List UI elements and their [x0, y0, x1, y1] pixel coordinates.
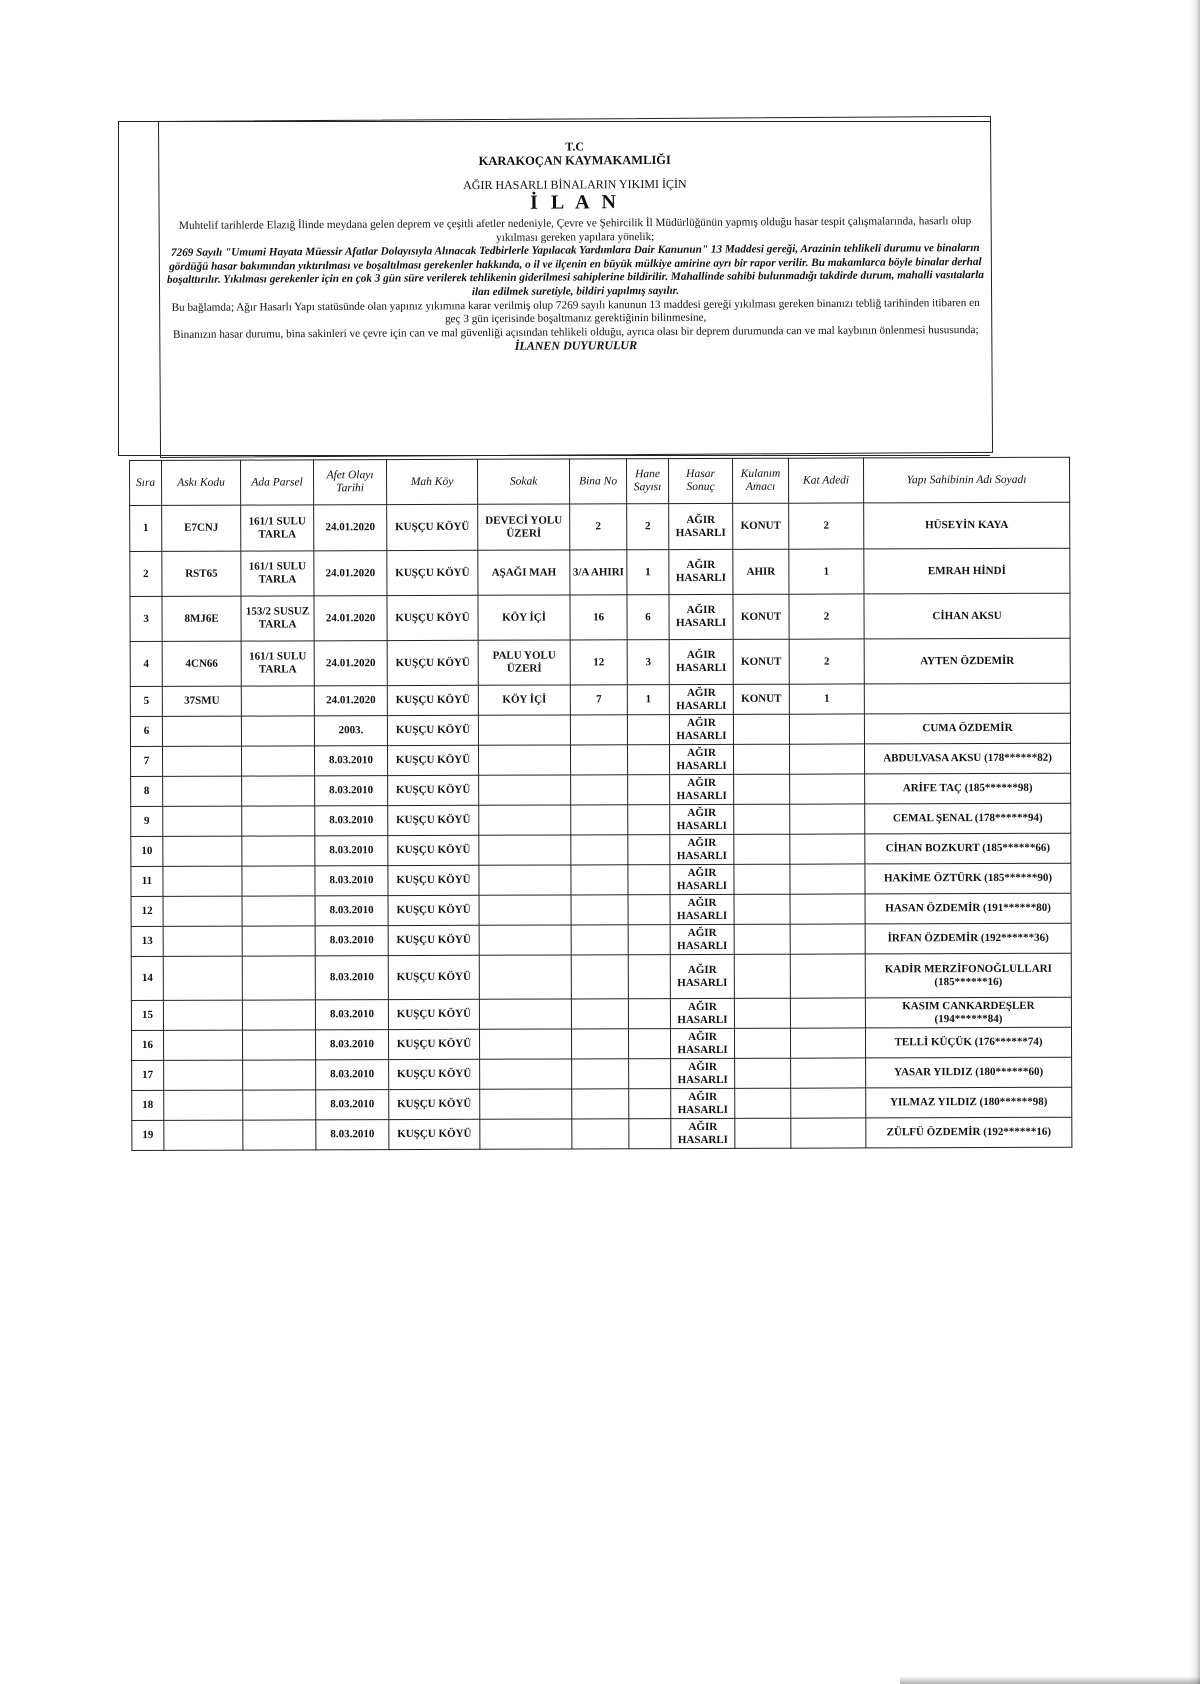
cell-kat-adedi: [790, 998, 865, 1028]
cell-hane-sayisi: [629, 1119, 671, 1149]
cell-kullanim-amaci: [733, 714, 789, 744]
table-row: [130, 638, 1070, 686]
cell-kat-adedi: [791, 1058, 866, 1088]
cell-afet-tarihi: 8.03.2010: [315, 836, 388, 866]
cell-sira: 18: [132, 1090, 164, 1120]
cell-hasar-sonuc: AĞIR HASARLI: [670, 804, 734, 834]
cell-afet-tarihi: 8.03.2010: [315, 1030, 388, 1060]
cell-hane-sayisi: [628, 895, 670, 925]
cell-kullanim-amaci: [734, 834, 790, 864]
cell-kat-adedi: [790, 834, 865, 864]
cell-ada-parsel: [242, 776, 315, 806]
cell-bina-no: [570, 745, 627, 775]
table-row: [131, 743, 1071, 776]
cell-aski-kodu: [163, 926, 242, 956]
col-header-kullanim-amaci: Kulanım Amacı: [732, 458, 788, 503]
col-header-ada-parsel: Ada Parsel: [241, 460, 314, 505]
cell-ada-parsel: 161/1 SULU TARLA: [241, 505, 314, 551]
cell-hane-sayisi: [628, 999, 670, 1029]
cell-mah-koy: KUŞÇU KÖYÜ: [388, 955, 479, 999]
buildings-table: [129, 457, 1072, 1151]
cell-sokak: [480, 1119, 572, 1149]
cell-hane-sayisi: [628, 925, 670, 955]
cell-hane-sayisi: 1: [627, 550, 669, 595]
col-header-kat-adedi: Kat Adedi: [788, 458, 863, 503]
cell-yapi-sahibi: ZÜLFÜ ÖZDEMİR (192******16): [866, 1117, 1072, 1148]
cell-hane-sayisi: [628, 955, 670, 999]
header-subtitle: AĞIR HASARLI BİNALARIN YIKIMI İÇİN: [463, 176, 687, 193]
cell-mah-koy: KUŞÇU KÖYÜ: [387, 595, 478, 640]
col-header-sira: Sıra: [130, 460, 162, 505]
cell-kat-adedi: [790, 894, 865, 924]
cell-afet-tarihi: 8.03.2010: [315, 1000, 388, 1030]
cell-sokak: [480, 1089, 572, 1119]
table-row: [130, 502, 1070, 551]
cell-bina-no: 16: [570, 595, 627, 640]
cell-sokak: [479, 999, 571, 1029]
cell-mah-koy: KUŞÇU KÖYÜ: [388, 1029, 479, 1059]
cell-bina-no: [571, 895, 628, 925]
cell-ada-parsel: [241, 686, 314, 716]
cell-bina-no: [572, 1119, 629, 1149]
cell-yapi-sahibi: EMRAH HİNDİ: [864, 548, 1070, 594]
notice-paragraph-2: 7269 Sayılı "Umumi Hayata Müessir Afatlar Dolayısıyla Alınacak Tedbirlerle Yapılacak Yardımlara Dair Kanunun" 13 Maddesi gereği, Arazinin tehlikeli durumu ve binaların gördüğü hasar bakımından yıktırılması ve boşaltılması gerekenler hakkında, o il ve ilçenin en büyük mülkiye amirine ayrı bir rapor verilir. Bu makamlarca böyle binalar derhal boşalttırılır. Yıkılması gerekenler için en çok 3 gün süre verilerek tehlikenin giderilmesi sahiplerine bildirilir. Mahallinde sahibi bulunmadığı takdirde durum, mahalli vasıtalarla ilan edilmek suretiyle, bildiri yapılmış sayılır.: [166, 242, 984, 299]
cell-hasar-sonuc: AĞIR HASARLI: [669, 684, 733, 714]
cell-mah-koy: KUŞÇU KÖYÜ: [388, 895, 479, 925]
cell-bina-no: 3/A AHIRI: [570, 550, 627, 595]
table-header-row: [130, 457, 1070, 505]
cell-hane-sayisi: 3: [627, 640, 669, 685]
cell-mah-koy: KUŞÇU KÖYÜ: [387, 550, 478, 595]
cell-yapi-sahibi: CEMAL ŞENAL (178******94): [865, 803, 1071, 834]
cell-ada-parsel: 161/1 SULU TARLA: [241, 641, 314, 686]
notice-box: [158, 116, 993, 458]
table-row: [131, 997, 1071, 1030]
cell-mah-koy: KUŞÇU KÖYÜ: [387, 685, 478, 715]
cell-sira: 16: [131, 1030, 163, 1060]
cell-sokak: [478, 715, 570, 745]
cell-afet-tarihi: 8.03.2010: [315, 956, 388, 1000]
cell-ada-parsel: [242, 1000, 315, 1030]
cell-sira: 4: [130, 641, 162, 686]
cell-sokak: [479, 835, 571, 865]
cell-sira: 5: [130, 686, 162, 716]
cell-sokak: [479, 895, 571, 925]
cell-afet-tarihi: 24.01.2020: [314, 641, 387, 686]
cell-afet-tarihi: 24.01.2020: [314, 505, 387, 551]
cell-afet-tarihi: 8.03.2010: [316, 1120, 389, 1150]
table-row: [132, 1117, 1072, 1150]
cell-aski-kodu: [164, 1120, 243, 1150]
cell-bina-no: [571, 999, 628, 1029]
cell-mah-koy: KUŞÇU KÖYÜ: [388, 775, 479, 805]
cell-ada-parsel: [243, 1060, 316, 1090]
table-row: [130, 593, 1070, 641]
cell-kullanim-amaci: [734, 924, 790, 954]
col-header-afet-tarihi: Afet Olayı Tarihi: [314, 460, 387, 505]
cell-kullanim-amaci: [735, 1058, 791, 1088]
cell-afet-tarihi: 8.03.2010: [314, 746, 387, 776]
cell-aski-kodu: 4CN66: [162, 641, 241, 686]
notice-paragraph-4: Binanızın hasar durumu, bina sakinleri ve çevre için can ve mal güvenliği açısından tehlikeli olduğu, ayrıca olası bir deprem durumunda can ve mal kaybının önlenmesi hususunda;: [172, 323, 979, 341]
table-row: [130, 713, 1070, 746]
cell-kat-adedi: 1: [789, 549, 864, 594]
cell-aski-kodu: [164, 1060, 243, 1090]
cell-bina-no: 12: [570, 640, 627, 685]
scan-edge-shadow: [1190, 0, 1200, 1684]
cell-sira: 17: [132, 1060, 164, 1090]
scan-bottom-shadow: [900, 1676, 1200, 1684]
cell-mah-koy: KUŞÇU KÖYÜ: [389, 1089, 480, 1119]
cell-yapi-sahibi: YILMAZ YILDIZ (180******98): [866, 1087, 1072, 1118]
blank-page-area: [0, 1230, 1200, 1684]
table-row: [132, 1087, 1072, 1120]
cell-kullanim-amaci: [735, 1088, 791, 1118]
cell-kullanim-amaci: [734, 864, 790, 894]
cell-kat-adedi: [791, 1118, 866, 1148]
cell-sokak: [479, 1029, 571, 1059]
cell-bina-no: [571, 955, 628, 999]
cell-kat-adedi: [790, 924, 865, 954]
cell-hasar-sonuc: AĞIR HASARLI: [671, 1058, 735, 1088]
cell-kat-adedi: 2: [789, 503, 864, 549]
cell-hasar-sonuc: AĞIR HASARLI: [671, 1118, 735, 1148]
cell-afet-tarihi: 24.01.2020: [314, 686, 387, 716]
cell-hane-sayisi: [628, 865, 670, 895]
cell-bina-no: [570, 715, 627, 745]
cell-hasar-sonuc: AĞIR HASARLI: [670, 1028, 734, 1058]
col-header-hasar-sonuc: Hasar Sonuç: [668, 458, 732, 503]
table-row: [131, 1027, 1071, 1060]
cell-bina-no: 7: [570, 685, 627, 715]
cell-yapi-sahibi: HÜSEYİN KAYA: [864, 502, 1070, 549]
table-row: [131, 863, 1071, 896]
cell-mah-koy: KUŞÇU KÖYÜ: [387, 745, 478, 775]
cell-kullanim-amaci: [734, 804, 790, 834]
cell-aski-kodu: [163, 806, 242, 836]
cell-sira: 6: [130, 716, 162, 746]
cell-mah-koy: KUŞÇU KÖYÜ: [387, 504, 478, 550]
cell-kat-adedi: [791, 1088, 866, 1118]
cell-hasar-sonuc: AĞIR HASARLI: [669, 714, 733, 744]
cell-hasar-sonuc: AĞIR HASARLI: [669, 639, 733, 684]
cell-yapi-sahibi: ABDULVASA AKSU (178******82): [864, 743, 1070, 774]
cell-sokak: [479, 925, 571, 955]
cell-bina-no: [571, 925, 628, 955]
cell-kat-adedi: [790, 864, 865, 894]
cell-yapi-sahibi: CİHAN AKSU: [864, 593, 1070, 639]
table-row: [131, 833, 1071, 866]
cell-kat-adedi: [790, 804, 865, 834]
cell-afet-tarihi: 8.03.2010: [315, 896, 388, 926]
cell-yapi-sahibi: [864, 683, 1070, 714]
cell-kullanim-amaci: [734, 998, 790, 1028]
cell-afet-tarihi: 24.01.2020: [314, 551, 387, 596]
cell-kullanim-amaci: [734, 894, 790, 924]
cell-sokak: [478, 745, 570, 775]
cell-sokak: AŞAĞI MAH: [478, 550, 570, 595]
cell-bina-no: [571, 775, 628, 805]
cell-mah-koy: KUŞÇU KÖYÜ: [388, 999, 479, 1029]
cell-mah-koy: KUŞÇU KÖYÜ: [388, 835, 479, 865]
cell-hasar-sonuc: AĞIR HASARLI: [671, 1088, 735, 1118]
cell-hasar-sonuc: AĞIR HASARLI: [670, 894, 734, 924]
cell-afet-tarihi: 24.01.2020: [314, 596, 387, 641]
cell-aski-kodu: [163, 956, 242, 1000]
cell-hane-sayisi: [628, 805, 670, 835]
cell-yapi-sahibi: ARİFE TAÇ (185******98): [865, 773, 1071, 804]
cell-hane-sayisi: [629, 1089, 671, 1119]
cell-hane-sayisi: [628, 775, 670, 805]
cell-kullanim-amaci: KONUT: [733, 503, 789, 549]
cell-kullanim-amaci: [734, 954, 790, 998]
page-title: İ L A N: [530, 191, 620, 214]
cell-kat-adedi: 2: [789, 639, 864, 684]
table-row: [130, 548, 1070, 596]
cell-hane-sayisi: [628, 1029, 670, 1059]
cell-hane-sayisi: [629, 1059, 671, 1089]
cell-hane-sayisi: 6: [627, 595, 669, 640]
cell-yapi-sahibi: YASAR YILDIZ (180******60): [866, 1057, 1072, 1088]
cell-hasar-sonuc: AĞIR HASARLI: [670, 924, 734, 954]
cell-ada-parsel: [242, 956, 315, 1000]
cell-yapi-sahibi: TELLİ KÜÇÜK (176******74): [865, 1027, 1071, 1058]
cell-mah-koy: KUŞÇU KÖYÜ: [388, 865, 479, 895]
cell-hasar-sonuc: AĞIR HASARLI: [670, 864, 734, 894]
cell-hane-sayisi: [627, 715, 669, 745]
cell-bina-no: [571, 835, 628, 865]
notice-body: [164, 215, 988, 356]
cell-mah-koy: KUŞÇU KÖYÜ: [389, 1059, 480, 1089]
cell-kat-adedi: [789, 744, 864, 774]
cell-kat-adedi: 2: [789, 594, 864, 639]
cell-kullanim-amaci: KONUT: [733, 594, 789, 639]
cell-aski-kodu: 8MJ6E: [162, 596, 241, 641]
cell-ada-parsel: [241, 716, 314, 746]
cell-ada-parsel: [243, 1120, 316, 1150]
cell-kat-adedi: [790, 954, 865, 998]
cell-afet-tarihi: 8.03.2010: [315, 776, 388, 806]
col-header-sokak: Sokak: [477, 459, 569, 504]
cell-yapi-sahibi: HAKİME ÖZTÜRK (185******90): [865, 863, 1071, 894]
cell-ada-parsel: [242, 926, 315, 956]
cell-aski-kodu: 37SMU: [162, 686, 241, 716]
cell-afet-tarihi: 8.03.2010: [316, 1060, 389, 1090]
cell-hasar-sonuc: AĞIR HASARLI: [670, 998, 734, 1028]
cell-kat-adedi: [790, 774, 865, 804]
col-header-yapi-sahibi: Yapı Sahibinin Adı Soyadı: [863, 457, 1069, 503]
cell-mah-koy: KUŞÇU KÖYÜ: [388, 925, 479, 955]
cell-sira: 14: [131, 956, 163, 1000]
cell-sokak: KÖY İÇİ: [478, 595, 570, 640]
cell-kat-adedi: 1: [789, 684, 864, 714]
cell-bina-no: [571, 865, 628, 895]
cell-sokak: [479, 775, 571, 805]
cell-aski-kodu: [163, 836, 242, 866]
cell-ada-parsel: 153/2 SUSUZ TARLA: [241, 596, 314, 641]
cell-hasar-sonuc: AĞIR HASARLI: [670, 774, 734, 804]
cell-ada-parsel: [241, 746, 314, 776]
cell-sira: 3: [130, 596, 162, 641]
col-header-aski-kodu: Askı Kodu: [162, 460, 241, 505]
cell-kullanim-amaci: AHIR: [733, 549, 789, 594]
header-tc: T.C: [565, 139, 585, 154]
cell-sokak: PALU YOLU ÜZERİ: [478, 640, 570, 685]
cell-bina-no: [572, 1059, 629, 1089]
table-row: [131, 893, 1071, 926]
cell-sira: 15: [131, 1000, 163, 1030]
cell-hane-sayisi: [627, 745, 669, 775]
cell-yapi-sahibi: AYTEN ÖZDEMİR: [864, 638, 1070, 684]
cell-kullanim-amaci: [734, 774, 790, 804]
cell-yapi-sahibi: CUMA ÖZDEMİR: [864, 713, 1070, 744]
cell-sokak: [479, 955, 571, 999]
cell-ada-parsel: [242, 806, 315, 836]
cell-sokak: KÖY İÇİ: [478, 685, 570, 715]
cell-ada-parsel: [242, 866, 315, 896]
cell-hane-sayisi: 1: [627, 685, 669, 715]
cell-sira: 2: [130, 551, 162, 596]
cell-sira: 13: [131, 926, 163, 956]
cell-afet-tarihi: 8.03.2010: [315, 926, 388, 956]
cell-sira: 1: [130, 505, 162, 551]
cell-mah-koy: KUŞÇU KÖYÜ: [388, 805, 479, 835]
cell-aski-kodu: [163, 1000, 242, 1030]
cell-sira: 12: [131, 896, 163, 926]
table-row: [131, 953, 1071, 1000]
cell-sira: 11: [131, 866, 163, 896]
cell-sira: 9: [131, 806, 163, 836]
cell-bina-no: 2: [570, 504, 627, 550]
cell-bina-no: [572, 1089, 629, 1119]
cell-bina-no: [571, 805, 628, 835]
cell-ada-parsel: [243, 1090, 316, 1120]
cell-kullanim-amaci: [734, 1028, 790, 1058]
cell-sokak: [479, 865, 571, 895]
cell-afet-tarihi: 8.03.2010: [315, 806, 388, 836]
cell-aski-kodu: [162, 716, 241, 746]
cell-sokak: DEVECİ YOLU ÜZERİ: [478, 504, 570, 550]
cell-hane-sayisi: [628, 835, 670, 865]
col-header-hane-sayisi: Hane Sayısı: [626, 459, 668, 504]
cell-hasar-sonuc: AĞIR HASARLI: [670, 954, 734, 998]
cell-aski-kodu: [163, 1030, 242, 1060]
cell-aski-kodu: [162, 746, 241, 776]
cell-hasar-sonuc: AĞIR HASARLI: [669, 549, 733, 594]
cell-ada-parsel: [242, 836, 315, 866]
cell-kullanim-amaci: KONUT: [733, 684, 789, 714]
cell-aski-kodu: RST65: [162, 551, 241, 596]
cell-kat-adedi: [789, 714, 864, 744]
cell-aski-kodu: [164, 1090, 243, 1120]
cell-kullanim-amaci: KONUT: [733, 639, 789, 684]
cell-ada-parsel: [242, 1030, 315, 1060]
cell-yapi-sahibi: KASIM CANKARDEŞLER (194******84): [865, 997, 1071, 1028]
cell-yapi-sahibi: CİHAN BOZKURT (185******66): [865, 833, 1071, 864]
cell-afet-tarihi: 8.03.2010: [315, 866, 388, 896]
cell-sira: 10: [131, 836, 163, 866]
cell-hane-sayisi: 2: [627, 504, 669, 550]
cell-hasar-sonuc: AĞIR HASARLI: [669, 594, 733, 639]
cell-sira: 8: [131, 776, 163, 806]
cell-kullanim-amaci: [735, 1118, 791, 1148]
cell-mah-koy: KUŞÇU KÖYÜ: [389, 1119, 480, 1149]
cell-ada-parsel: [242, 896, 315, 926]
cell-aski-kodu: [163, 866, 242, 896]
cell-mah-koy: KUŞÇU KÖYÜ: [387, 715, 478, 745]
notice-closing: İLANEN DUYURULUR: [514, 338, 638, 354]
table-row: [130, 683, 1070, 716]
cell-bina-no: [571, 1029, 628, 1059]
notice-paragraph-3: Bu bağlamda; Ağır Hasarlı Yapı statüsünde olan yapınız yıkımına karar verilmiş olup 7269 sayılı kanunun 13 maddesi gereği yıkılması gereken binanızı tebliğ tarihinden itibaren en geç 3 gün içerisinde boşaltmanız gerektiğinin bilinmesine,: [171, 296, 980, 326]
cell-hasar-sonuc: AĞIR HASARLI: [669, 744, 733, 774]
table-row: [131, 923, 1071, 956]
cell-kullanim-amaci: [733, 744, 789, 774]
table-row: [132, 1057, 1072, 1090]
cell-ada-parsel: 161/1 SULU TARLA: [241, 551, 314, 596]
col-header-mah-koy: Mah Köy: [387, 459, 478, 504]
cell-sira: 7: [131, 746, 163, 776]
table-row: [131, 803, 1071, 836]
table-row: [131, 773, 1071, 806]
col-header-bina-no: Bina No: [569, 459, 626, 504]
cell-hasar-sonuc: AĞIR HASARLI: [669, 503, 733, 549]
cell-yapi-sahibi: HASAN ÖZDEMİR (191******80): [865, 893, 1071, 924]
cell-sokak: [480, 1059, 572, 1089]
cell-aski-kodu: [163, 776, 242, 806]
cell-sokak: [479, 805, 571, 835]
cell-hasar-sonuc: AĞIR HASARLI: [670, 834, 734, 864]
cell-yapi-sahibi: İRFAN ÖZDEMİR (192******36): [865, 923, 1071, 954]
cell-afet-tarihi: 8.03.2010: [316, 1090, 389, 1120]
cell-mah-koy: KUŞÇU KÖYÜ: [387, 640, 478, 685]
cell-afet-tarihi: 2003.: [314, 716, 387, 746]
cell-aski-kodu: E7CNJ: [162, 505, 241, 551]
cell-yapi-sahibi: KADİR MERZİFONOĞLULLARI (185******16): [865, 953, 1071, 998]
header-authority: KARAKOÇAN KAYMAKAMLIĞI: [478, 152, 671, 169]
cell-sira: 19: [132, 1120, 164, 1150]
cell-aski-kodu: [163, 896, 242, 926]
notice-paragraph-1: Muhtelif tarihlerde Elazığ İlinde meydana gelen deprem ve çeşitli afetler nedeniyle, Çevre ve Şehircilik İl Müdürlüğünün yapmış olduğu hasar tespit çalışmalarında, hasarlı olup yıkılması gereken yapılara yönelik;: [178, 215, 972, 244]
cell-kat-adedi: [790, 1028, 865, 1058]
